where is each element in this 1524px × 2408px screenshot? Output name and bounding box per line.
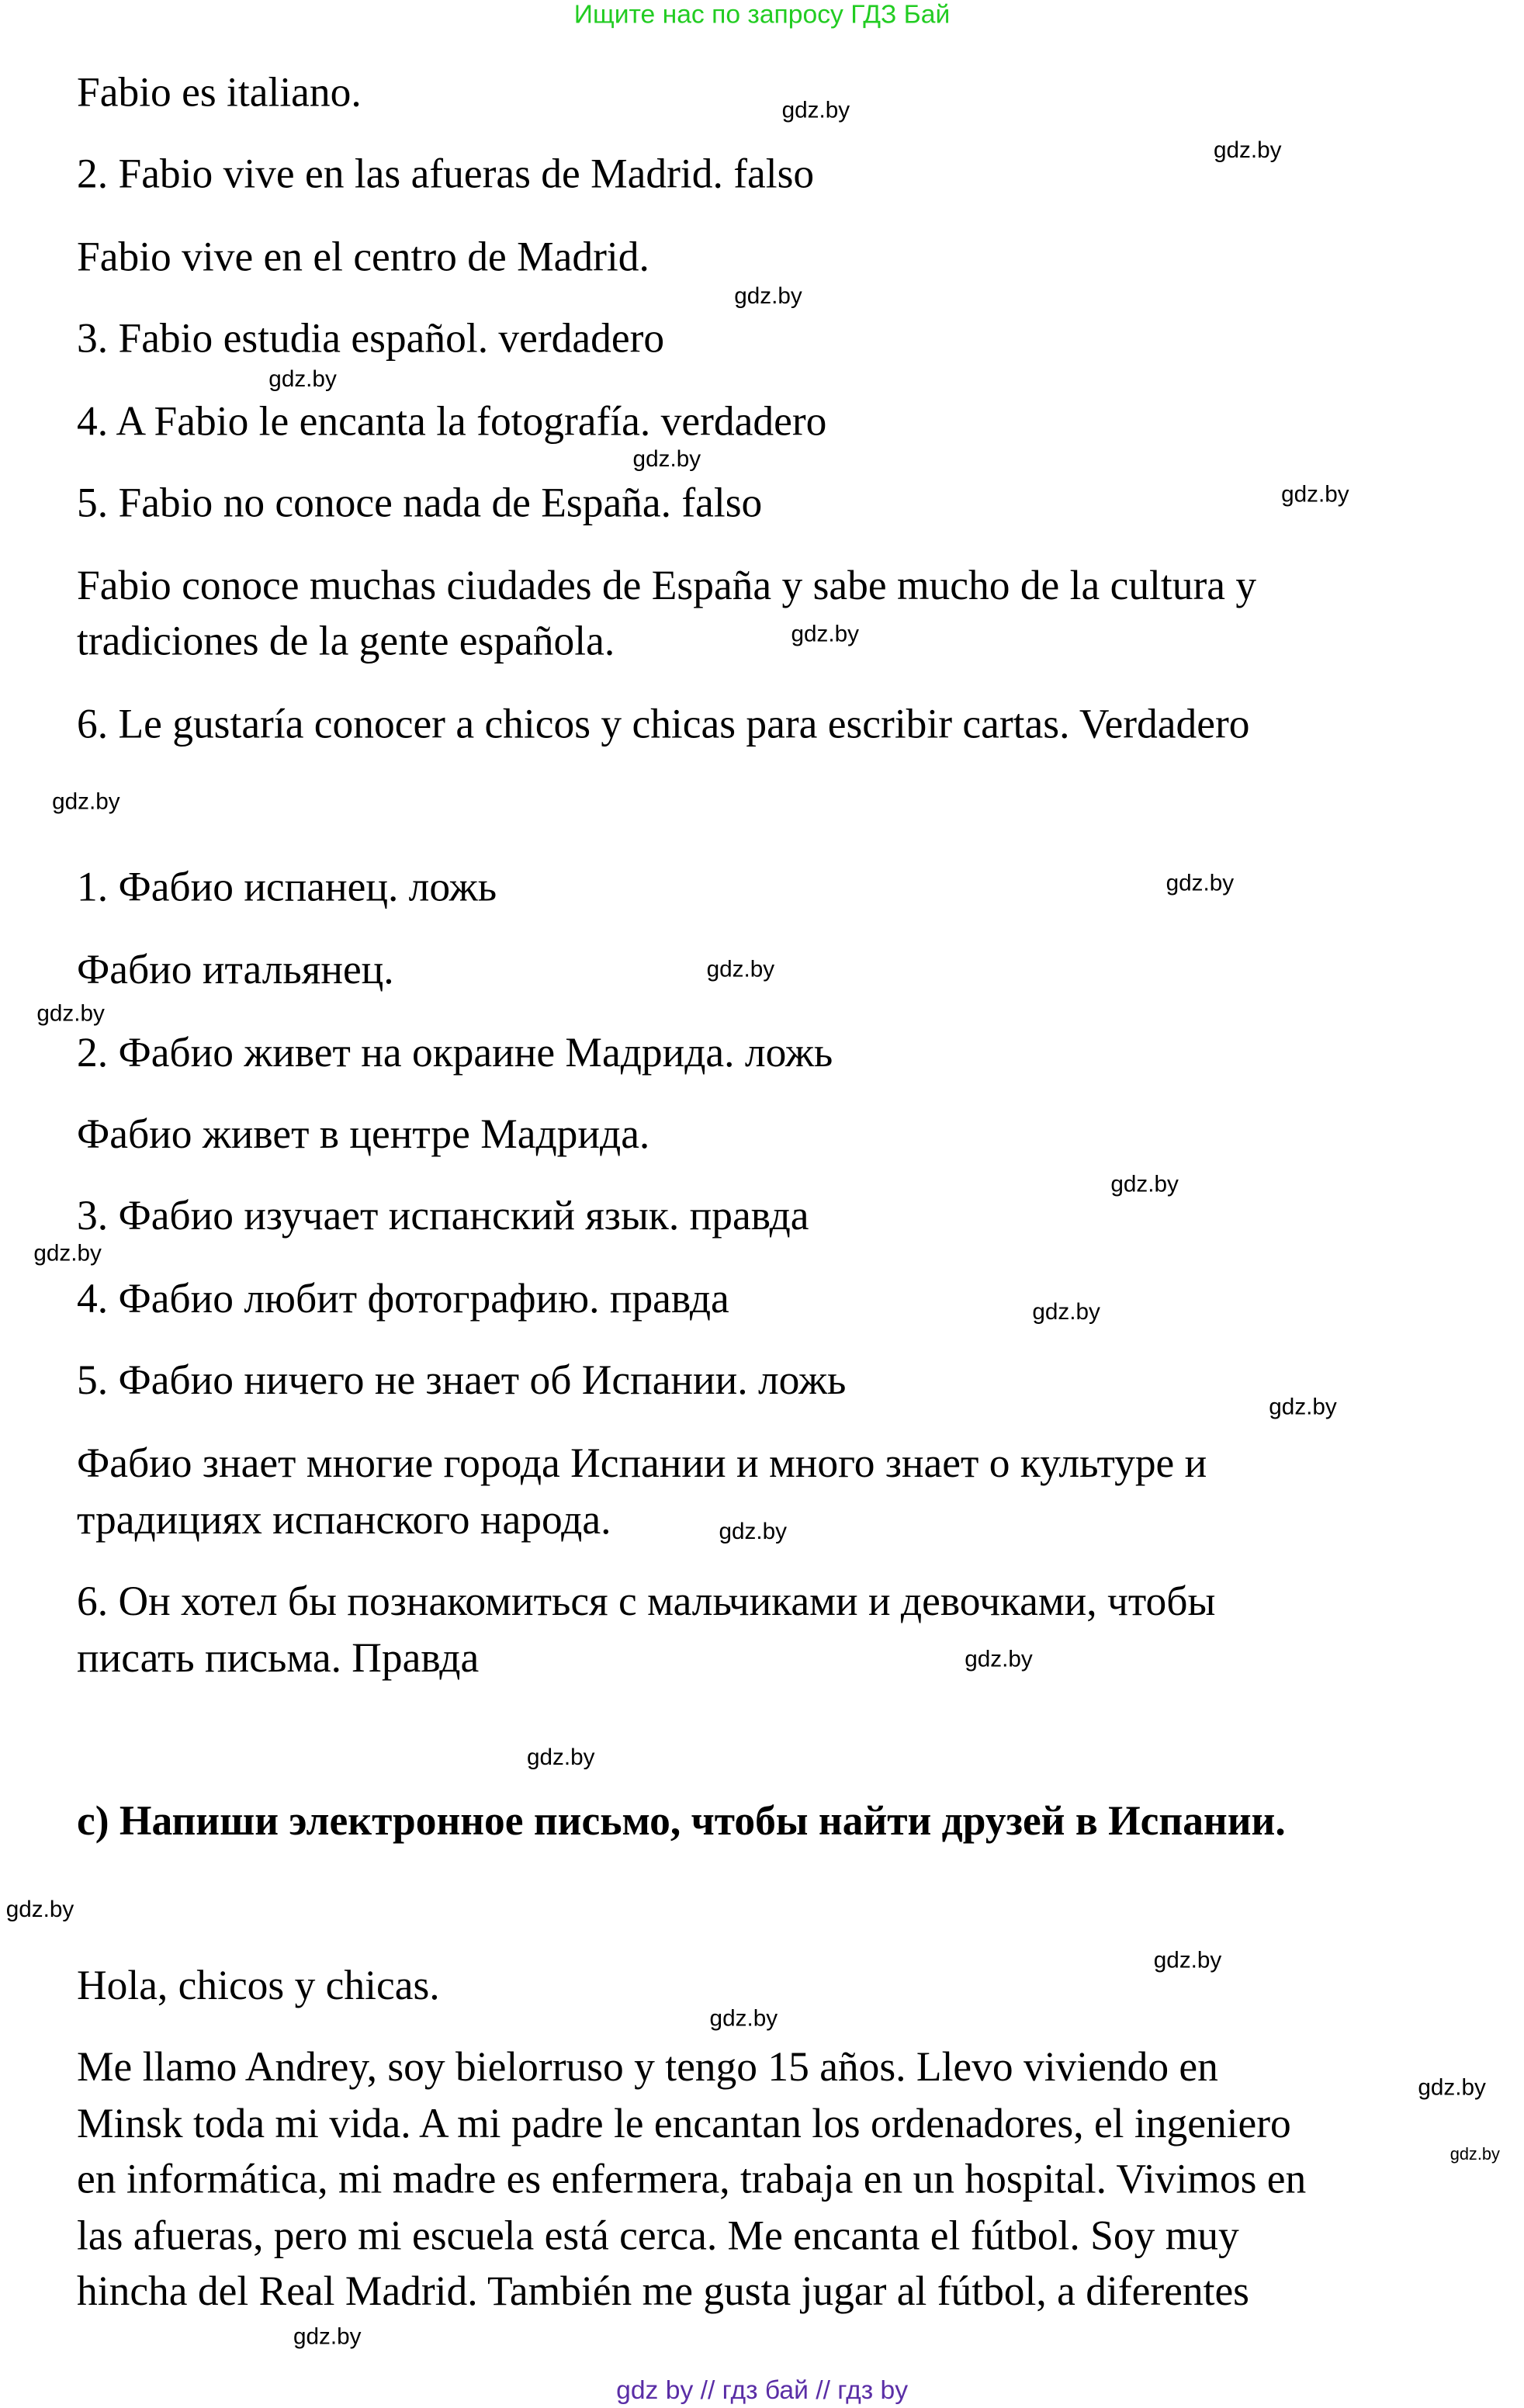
text-line: 6. Le gustaría conocer a chicos y chicas para escribir cartas. Verdadero — [77, 700, 1250, 747]
text-line: 3. Fabio estudia español. verdadero — [77, 314, 665, 362]
text-line: писать письма. Правда — [77, 1634, 480, 1682]
watermark: gdz.by — [781, 97, 850, 124]
watermark: gdz.by — [33, 1240, 102, 1267]
text-line: 6. Он хотел бы познакомиться с мальчиками и девочками, чтобы — [77, 1578, 1216, 1624]
text-line: Fabio es italiano. — [77, 69, 362, 116]
watermark: gdz.by — [1418, 2074, 1486, 2101]
watermark: gdz.by — [293, 2323, 362, 2351]
watermark: gdz.by — [1166, 870, 1235, 897]
watermark: gdz.by — [1153, 1947, 1222, 1974]
watermark: gdz.by — [1032, 1299, 1100, 1325]
watermark: gdz.by — [36, 1000, 105, 1027]
text-line: 4. Фабио любит фотографию. правда — [77, 1275, 729, 1322]
text-line: Me llamo Andrey, soy bielorruso y tengo 15 años. Llevo viviendo en — [77, 2043, 1218, 2090]
watermark: gdz.by — [268, 366, 337, 393]
text-line: традициях испанского народа. — [77, 1496, 611, 1543]
watermark: gdz.by — [632, 446, 701, 473]
text-line: Фабио знает многие города Испании и много знает о культуре и — [77, 1440, 1207, 1486]
text-line: 2. Fabio vive en las afueras de Madrid. falso — [77, 151, 815, 197]
text-line: 5. Фабио ничего не знает об Испании. ложь — [77, 1356, 847, 1403]
watermark: gdz.by — [1269, 1394, 1337, 1421]
watermark: gdz.by — [526, 1745, 595, 1771]
section-heading: c) Напиши электронное письмо, чтобы найти друзей в Испании. — [77, 1797, 1286, 1844]
watermark: gdz.by — [791, 621, 860, 648]
watermark: gdz.by — [734, 283, 802, 310]
text-line: las afueras, pero mi escuela está cerca. Me encanta el fútbol. Soy muy — [77, 2212, 1239, 2259]
watermark: gdz.by — [1110, 1171, 1179, 1198]
text-line: 5. Fabio no conoce nada de España. falso — [77, 479, 763, 526]
watermark: gdz.by — [52, 788, 120, 816]
text-line: 1. Фабио испанец. ложь — [77, 863, 497, 910]
text-line: tradiciones de la gente española. — [77, 617, 615, 664]
footer-links[interactable]: gdz by // гдз бай // гдз by — [616, 2375, 909, 2405]
text-line: 3. Фабио изучает испанский язык. правда — [77, 1192, 809, 1239]
watermark: gdz.by — [1281, 481, 1349, 508]
watermark: gdz.by — [1450, 2146, 1500, 2164]
watermark: gdz.by — [719, 1519, 787, 1545]
text-line: Fabio conoce muchas ciudades de España y sabe mucho de la cultura y — [77, 562, 1257, 609]
text-line: Фабио живет в центре Мадрида. — [77, 1110, 650, 1157]
text-line: hincha del Real Madrid. También me gusta jugar al fútbol, a diferentes — [77, 2268, 1249, 2314]
header-banner: Ищите нас по запросу ГДЗ Бай — [573, 0, 951, 29]
text-line: Fabio vive en el centro de Madrid. — [77, 233, 649, 280]
watermark: gdz.by — [1213, 137, 1282, 164]
text-line: Фабио итальянец. — [77, 946, 394, 993]
text-line: Hola, chicos y chicas. — [77, 1962, 440, 2008]
watermark: gdz.by — [5, 1897, 74, 1923]
text-line: 2. Фабио живет на окраине Мадрида. ложь — [77, 1029, 833, 1076]
watermark: gdz.by — [965, 1646, 1033, 1673]
text-line: en informática, mi madre es enfermera, trabaja en un hospital. Vivimos en — [77, 2155, 1307, 2202]
watermark: gdz.by — [709, 2005, 778, 2032]
text-line: 4. A Fabio le encanta la fotografía. verdadero — [77, 397, 827, 445]
watermark: gdz.by — [706, 956, 775, 983]
text-line: Minsk toda mi vida. A mi padre le encantan los ordenadores, el ingeniero — [77, 2100, 1291, 2147]
